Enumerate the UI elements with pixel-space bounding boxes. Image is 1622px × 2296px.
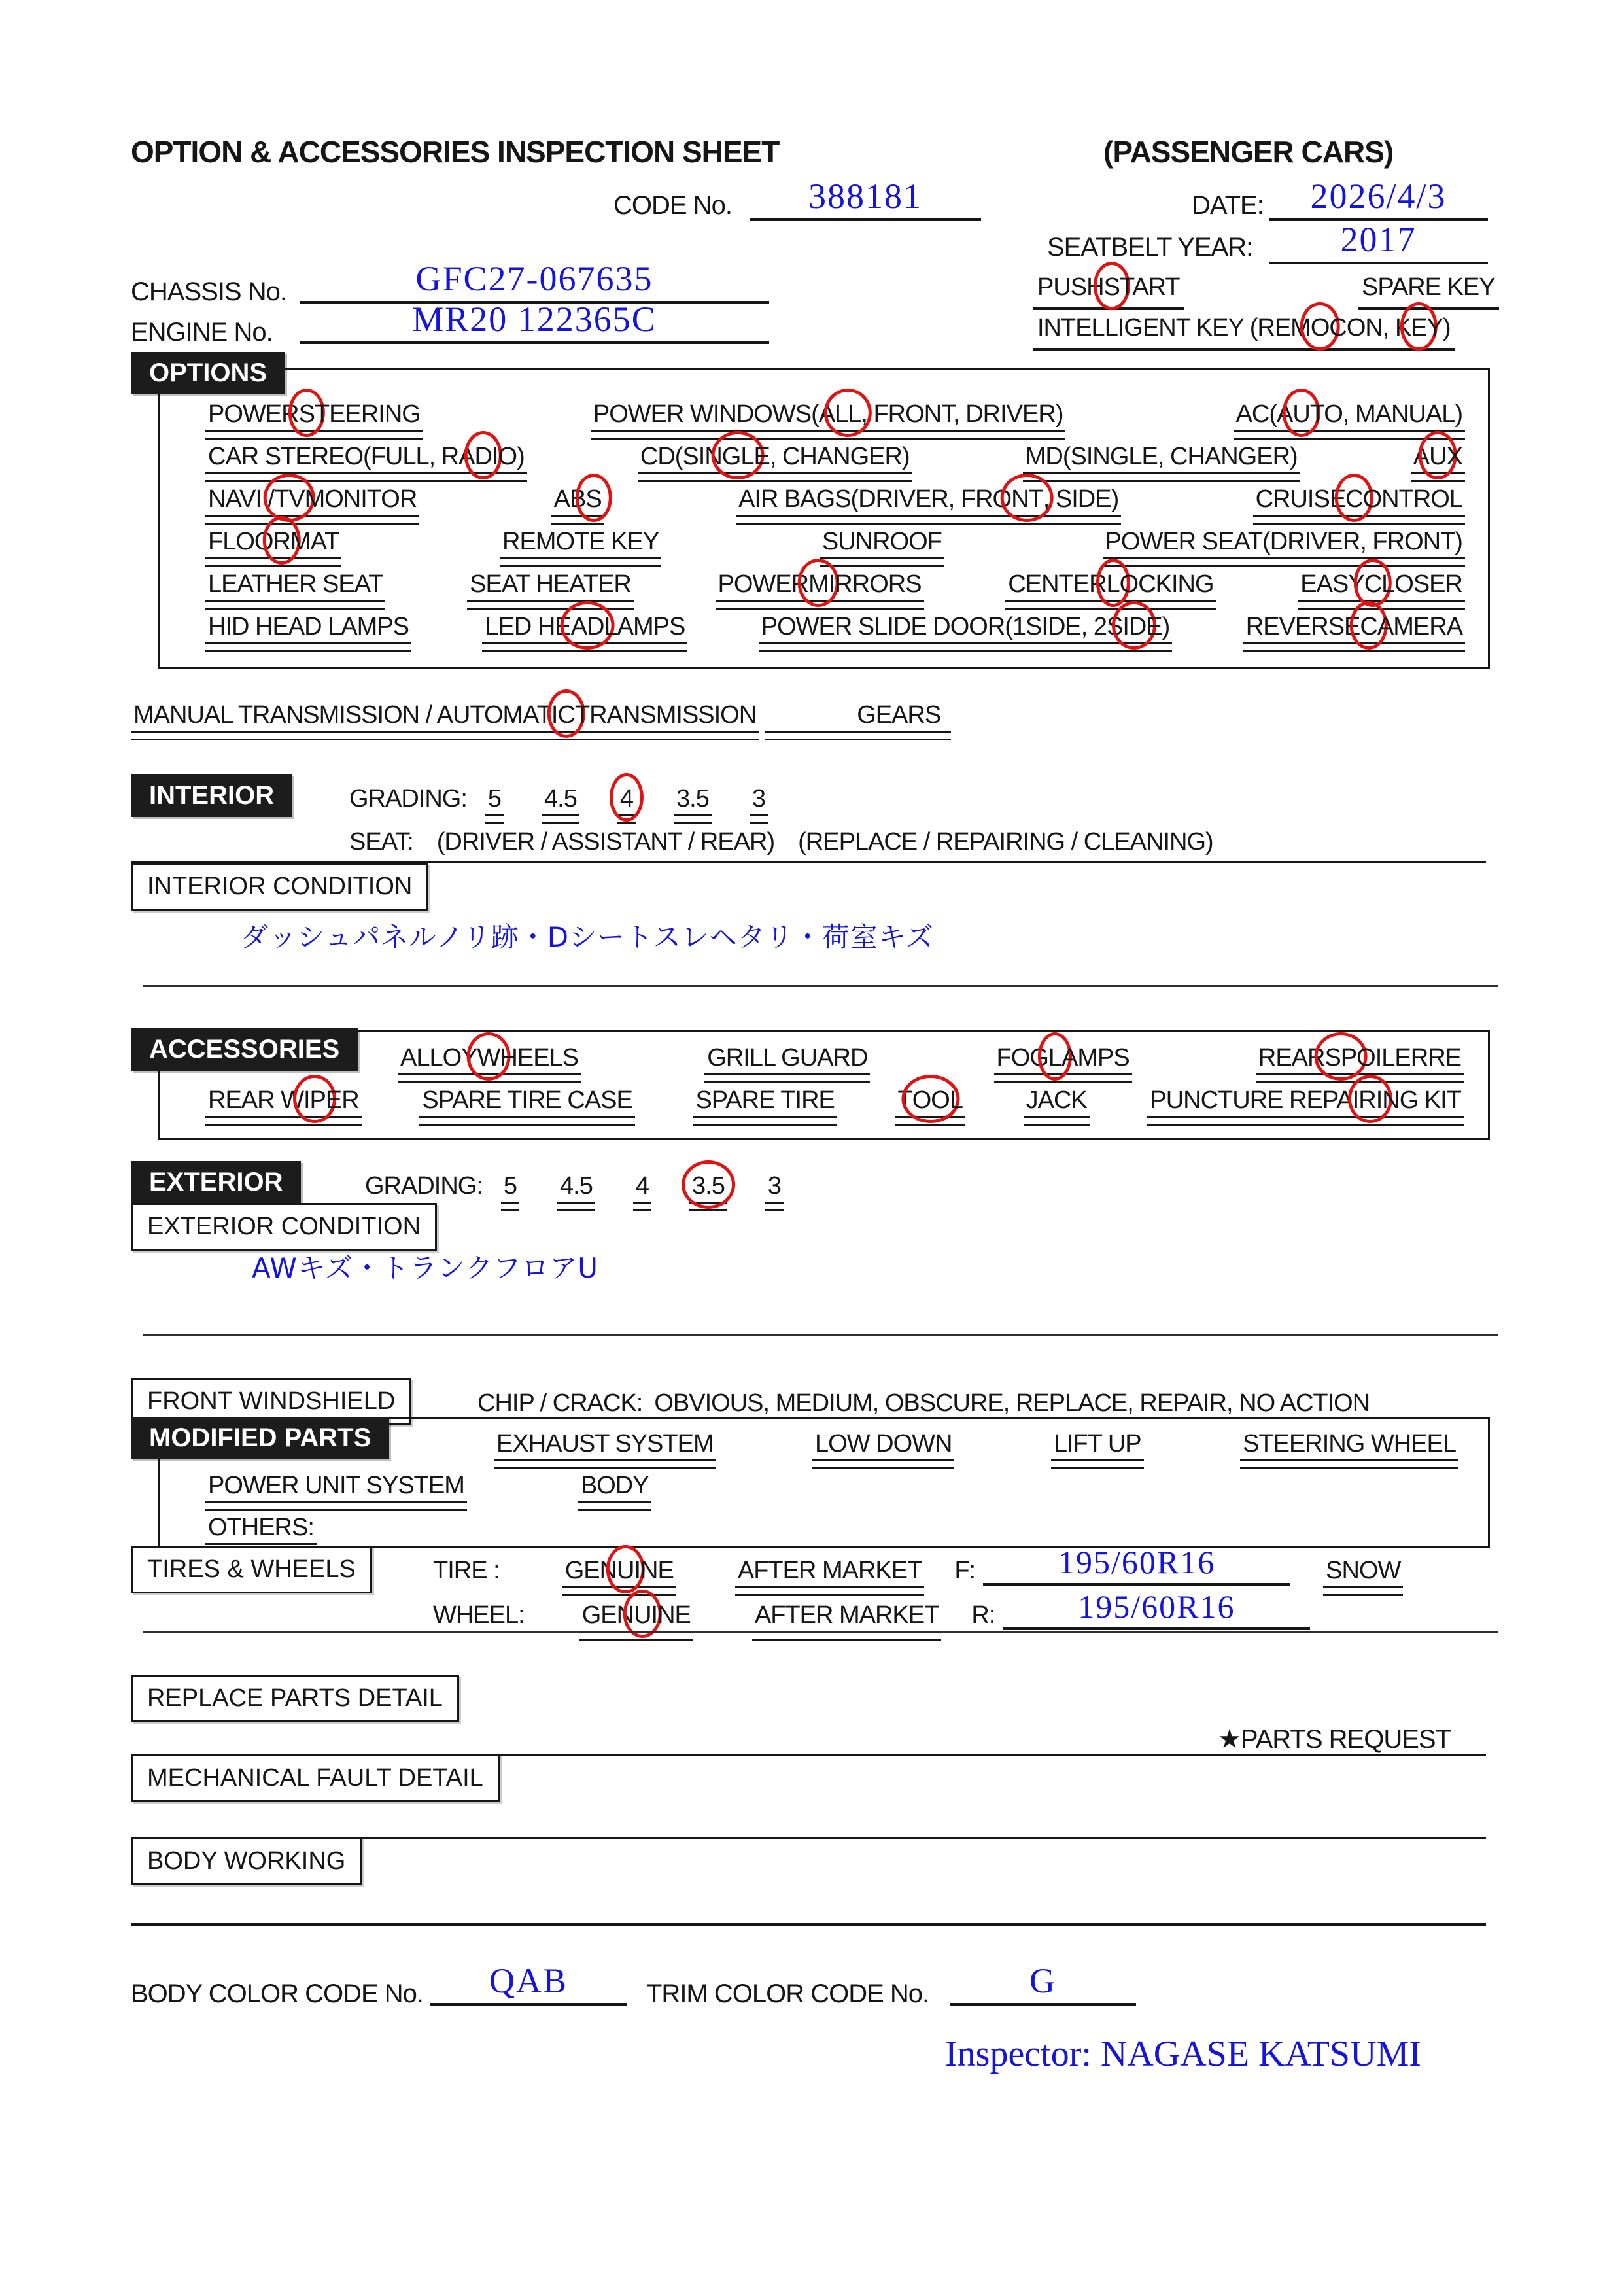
label-segment: TRANSMISSION [574,701,757,729]
circled-mark: 3.5 [692,1172,725,1200]
label-segment: 4.5 [560,1172,593,1200]
interior-grades [485,785,768,824]
wheel-genuine-item [579,1601,693,1641]
date-value-field: 2026/4/3 [1269,178,1488,221]
label-segment: T [897,1087,912,1114]
form-item [1023,443,1300,482]
label-segment: AB [553,485,586,513]
circled-mark: ID [1122,613,1147,640]
form-item [1256,1044,1464,1083]
exterior-grading-label: GRADING: [365,1172,483,1200]
circled-mark: 4 [619,785,634,812]
label-segment: 5 [503,1172,517,1200]
form-item [895,1087,965,1126]
separator-line [131,1923,1486,1926]
circled-mark: E [1411,314,1427,341]
circled-mark: NT [1011,485,1043,513]
label-segment: TART [1119,273,1180,301]
form-item [736,485,1121,525]
label-segment: AC(A [1235,400,1293,428]
circled-mark: S [1103,273,1120,301]
form-item [205,400,423,440]
wheel-label: WHEEL: [433,1601,525,1629]
options-row-1 [205,400,1465,440]
form-item [1253,485,1465,525]
tire-aftermarket-item: AFTER MARKET [735,1557,924,1596]
exterior-section-title: EXTERIOR [131,1161,301,1204]
engine-label: ENGINE No. [131,318,273,347]
transmission-row [131,701,951,740]
rear-size-field: 195/60R16 [1003,1590,1310,1630]
options-section-title: OPTIONS [131,352,285,394]
label-segment: GEN [581,1601,634,1629]
form-item [485,785,504,824]
label-segment: 5 [487,785,502,812]
form-item [750,785,768,824]
label-segment: HID HEAD LAMPS [208,613,409,640]
form-item [419,1087,634,1126]
accessories-section-title: ACCESSORIES [131,1028,358,1071]
options-row-6 [205,613,1465,652]
label-segment: LIFT UP [1053,1430,1141,1457]
interior-condition-note: ダッシュパネルノリ跡・Dシートスレヘタリ・荷室キズ [241,921,934,953]
chip-crack-label: CHIP / CRACK: [477,1389,643,1417]
front-size-label: F: [954,1557,976,1584]
accessories-row-2 [205,1087,1464,1126]
interior-section-title: INTERIOR [131,774,292,817]
circled-mark: OO [912,1087,950,1114]
form-item [617,785,636,824]
circled-mark: IP [303,1087,326,1114]
label-segment: 3.5 [676,785,709,812]
form-item [205,570,385,610]
label-segment: SUNROOF [821,528,942,555]
tire-genuine-item [562,1557,676,1596]
snow-item: SNOW [1323,1557,1403,1596]
label-segment: NG KIT [1382,1087,1461,1114]
circled-mark: U [617,1557,634,1584]
label-segment: LOW DOWN [815,1430,952,1457]
label-segment: 3 [751,785,765,812]
seat-label: SEAT: [349,828,413,856]
label-segment: OCKING [1119,570,1214,598]
wheel-row [433,1588,1310,1641]
circled-mark: W [477,1044,500,1071]
label-segment: NAVI / [208,485,274,513]
exterior-grades [501,1172,784,1211]
label-segment: POWER SLIDE DOOR(1SIDE, 2S [761,613,1123,640]
label-segment: REAR W [208,1087,303,1114]
circled-mark: U [1429,443,1447,470]
seat-options-1: (DRIVER / ASSISTANT / REAR) [436,828,775,856]
body-color-label: BODY COLOR CODE No. [131,1979,424,2008]
label-segment: BODY [580,1472,649,1499]
label-segment: FLOO [208,528,273,555]
label-segment: CRUISE [1255,485,1346,513]
label-segment: HEELS [500,1044,579,1071]
label-segment: TO, MANUAL) [1309,400,1462,428]
label-segment: AMERA [1377,613,1462,640]
label-segment: POWER SEAT(DRIVER, FRONT) [1105,528,1462,555]
label-segment: 4.5 [544,785,577,812]
modified-parts-row-1 [494,1430,1458,1469]
form-item [500,528,661,567]
label-segment: L [949,1087,963,1114]
form-item [1298,570,1465,610]
modified-parts-row-2 [205,1472,794,1511]
separator-line [143,1631,1498,1633]
label-segment: FOG [996,1044,1048,1071]
circled-mark: C [1364,570,1382,598]
accessories-row-1 [398,1044,1464,1083]
label-segment: , FRONT, DRIVER) [861,400,1063,428]
seatbelt-year-field: 2017 [1269,221,1488,264]
intelligent-key-item [1033,314,1455,351]
form-item [591,400,1066,440]
label-segment: LAMPS [604,613,685,640]
form-item [693,1087,837,1126]
label-segment: AIR BAGS(DRIVER, FRO [738,485,1012,513]
form-item [812,1430,954,1469]
label-segment: 3 [767,1172,781,1200]
exterior-condition-box: EXTERIOR CONDITION [131,1203,437,1251]
form-item [689,1172,727,1211]
label-segment: STEERING WHEEL [1243,1430,1456,1457]
label-segment: MANUAL TRANSMISSION / AUTOMATI [133,701,558,729]
circled-mark: C [557,701,575,729]
label-segment: MAT [290,528,339,555]
label-segment: PUSH [1037,273,1104,301]
form-item [1234,400,1465,440]
circled-mark: TV [274,485,305,513]
circled-mark: U [1292,400,1310,428]
form-item [205,1472,467,1511]
label-segment: REMOTE KEY [502,528,659,555]
form-item [820,528,944,567]
wheel-aftermarket-item: AFTER MARKET [752,1601,941,1641]
circled-mark: S [298,400,315,428]
form-item [633,1172,651,1211]
label-segment: SPARE TIRE CASE [422,1087,632,1114]
form-item [501,1172,519,1211]
form-item [482,613,687,652]
form-item [1051,1430,1144,1469]
label-segment: GRILL GUARD [707,1044,868,1071]
label-segment: INE [634,1557,674,1584]
parts-request-note: ★PARTS REQUEST [1218,1725,1451,1754]
circled-mark: SP [1324,1044,1357,1071]
form-item [716,570,924,610]
form-item [704,1044,870,1083]
front-size-field: 195/60R16 [983,1545,1290,1586]
label-segment: SPARE TIRE [695,1087,835,1114]
form-item [578,1472,651,1511]
label-segment: GEN [564,1557,617,1584]
label-segment: JACK [1026,1087,1087,1114]
label-segment: IO) [491,443,525,470]
form-item [205,528,341,567]
spare-key-item: SPARE KEY [1358,273,1499,310]
separator-line [143,985,1498,987]
label-segment: 4 [635,1172,649,1200]
form-item [1240,1430,1458,1469]
push-start-item [1033,273,1184,310]
form-item [765,1172,784,1211]
interior-condition-box: INTERIOR CONDITION [131,863,428,911]
label-segment: LOSER [1381,570,1462,598]
form-item [1103,528,1465,567]
chassis-label: CHASSIS No. [131,277,286,306]
label-segment: CENTER [1008,570,1107,598]
label-segment: Y) [1426,314,1451,341]
form-item [467,570,634,610]
label-segment: INE [651,1601,691,1629]
label-segment: ALLOY [400,1044,477,1071]
circled-mark: M [808,570,829,598]
circled-mark: O [1310,314,1330,341]
rear-size-label: R: [971,1601,995,1629]
label-segment: IRRORS [828,570,922,598]
transmission-item [131,701,759,740]
label-segment: EXHAUST SYSTEM [496,1430,714,1457]
circled-mark: U [634,1601,651,1629]
replace-parts-detail-box: REPLACE PARTS DETAIL [131,1675,459,1722]
code-label: CODE No. [613,191,732,220]
form-item [205,485,419,525]
circled-mark: D [474,443,492,470]
form-item [638,443,912,482]
label-segment: MONITOR [304,485,417,513]
circled-mark: RI [1358,1087,1383,1114]
engine-value-field: MR20 122365C [300,301,769,344]
page-subtitle: (PASSENGER CARS) [1103,135,1394,169]
options-row-4 [205,528,1465,567]
label-segment: , SIDE) [1043,485,1119,513]
circled-mark: C [1360,613,1377,640]
circled-mark: S [585,485,602,513]
label-segment: POWER WINDOWS(A [593,400,835,428]
seat-options-2: (REPLACE / REPAIRING / CLEANING) [798,828,1213,856]
label-segment: LEATHER SEAT [208,570,383,598]
interior-grading-label: GRADING: [349,785,467,812]
options-row-2 [205,443,1465,482]
chip-crack-choices: OBVIOUS, MEDIUM, OBSCURE, REPLACE, REPAIR, NO ACTION [654,1389,1370,1417]
trim-color-field: G [950,1962,1136,2006]
label-segment: ONTROL [1362,485,1462,513]
label-segment: CAR STEREO(FULL, RA [208,443,475,470]
modified-parts-section-title: MODIFIED PARTS [131,1417,389,1459]
form-item [1411,443,1465,482]
label-segment: POWER [717,570,809,598]
label-segment: SEAT HEATER [470,570,631,598]
label-segment: PUNCTURE REPAI [1150,1087,1359,1114]
label-segment: ER [325,1087,359,1114]
form-item [205,1087,362,1126]
separator-line [143,1334,1498,1336]
label-segment: POWER [208,400,299,428]
form-item [759,613,1173,652]
label-segment: OTHERS: [208,1514,314,1541]
mechanical-fault-detail-box: MECHANICAL FAULT DETAIL [131,1754,500,1802]
form-item [1024,1087,1090,1126]
form-item [542,785,579,824]
code-value-field: 388181 [750,178,981,221]
trim-color-label: TRIM COLOR CODE No. [646,1979,929,2008]
circled-mark: L [1106,570,1120,598]
circled-mark: GL [721,443,754,470]
form-item [494,1430,716,1469]
circled-mark: R [273,528,290,555]
label-segment: AMPS [1061,1044,1130,1071]
label-segment: LED HE [485,613,571,640]
form-item [994,1044,1132,1083]
body-working-box: BODY WORKING [131,1837,362,1885]
inspector-signature: Inspector: NAGASE KATSUMI [945,2034,1421,2074]
form-item [674,785,712,824]
label-segment: E) [1146,613,1170,640]
form-item [205,613,411,652]
chip-crack-row [477,1389,1370,1418]
label-segment: EASY [1300,570,1364,598]
circled-mark: AD [570,613,604,640]
form-item [398,1044,581,1083]
form-item [1243,613,1465,652]
page-title: OPTION & ACCESSORIES INSPECTION SHEET [131,135,780,169]
label-segment: OILERRE [1356,1044,1461,1071]
tire-label: TIRE : [433,1557,500,1584]
interior-grading-row [349,785,768,824]
body-color-field: QAB [430,1962,627,2006]
interior-seat-row [349,828,1213,857]
label-segment: A [1413,443,1430,470]
circled-mark: LL [835,400,861,428]
form-item [1005,570,1216,610]
form-item [551,485,604,525]
chassis-value-field: GFC27-067635 [300,260,769,304]
form-item [205,443,527,482]
circled-mark: C [1345,485,1363,513]
label-segment: TEERING [314,400,421,428]
label-segment: MD(SINGLE, CHANGER) [1025,443,1298,470]
date-label: DATE: [1192,191,1264,220]
form-item [557,1172,595,1211]
label-segment: X [1446,443,1462,470]
exterior-condition-note: AWキズ・トランクフロアU [252,1252,599,1284]
circled-mark: L [1048,1044,1062,1071]
label-segment: E, CHANGER) [753,443,910,470]
options-row-5 [205,570,1465,610]
label-segment: INTELLIGENT KEY (REM [1037,314,1311,341]
label-segment: CON, K [1329,314,1411,341]
label-segment: CD(SIN [640,443,722,470]
front-windshield-box: FRONT WINDSHIELD [131,1378,411,1425]
gears-item: GEARS [765,701,951,740]
label-segment: REAR [1258,1044,1325,1071]
label-segment: REVERSE [1245,613,1360,640]
label-segment: POWER UNIT SYSTEM [208,1472,464,1499]
options-row-3 [205,485,1465,525]
seatbelt-year-label: SEATBELT YEAR: [1047,233,1253,262]
form-item [1147,1087,1464,1126]
tires-wheels-box: TIRES & WHEELS [131,1546,372,1593]
